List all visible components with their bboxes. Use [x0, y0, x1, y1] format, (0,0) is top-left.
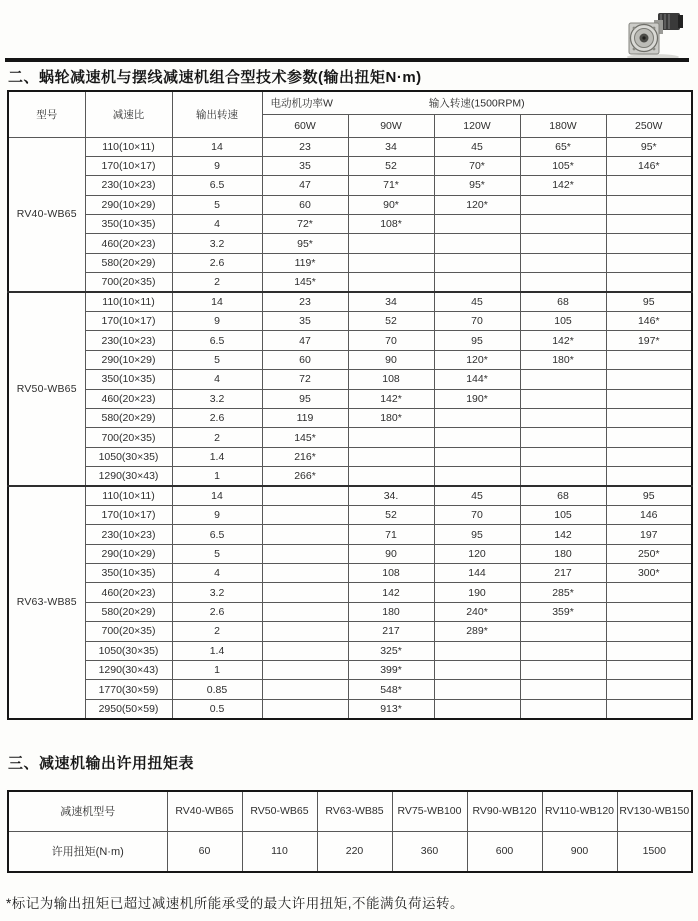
torque-value-cell — [434, 408, 520, 427]
spec-row — [8, 428, 692, 447]
torque-value-cell: 145* — [262, 428, 348, 447]
torque-value-cell: 289* — [434, 622, 520, 641]
model-cell: RV50-WB65 — [8, 292, 85, 486]
torque-value-cell — [520, 641, 606, 660]
top-divider — [5, 58, 689, 62]
col-header-output-speed: 输出转速 — [172, 91, 262, 137]
spec-row — [8, 680, 692, 699]
torque-value-cell — [262, 622, 348, 641]
torque-value-cell — [262, 544, 348, 563]
output-speed-cell: 3.2 — [172, 234, 262, 253]
output-speed-cell: 5 — [172, 544, 262, 563]
torque-value-cell: 70 — [434, 505, 520, 524]
spec-row — [8, 215, 692, 234]
torque-value-cell — [606, 467, 692, 486]
torque-value-cell: 120* — [434, 350, 520, 369]
torque-value-cell: 180 — [520, 544, 606, 563]
ratio-cell: 350(10×35) — [85, 564, 172, 583]
torque-value-cell — [520, 661, 606, 680]
spec-row — [8, 370, 692, 389]
output-speed-cell: 2.6 — [172, 408, 262, 427]
torque-model-cell: RV50-WB65 — [242, 791, 317, 831]
torque-value-cell — [520, 408, 606, 427]
torque-value-cell: 71* — [348, 176, 434, 195]
torque-value-cell — [434, 428, 520, 447]
torque-value-cell: 65* — [520, 137, 606, 156]
torque-value-cell — [606, 583, 692, 602]
torque-value-cell: 95 — [262, 389, 348, 408]
torque-value-cell: 72 — [262, 370, 348, 389]
torque-value-cell: 23 — [262, 137, 348, 156]
torque-value-cell — [434, 467, 520, 486]
ratio-cell: 290(10×29) — [85, 544, 172, 563]
torque-value-cell — [434, 680, 520, 699]
ratio-cell: 2950(50×59) — [85, 699, 172, 718]
torque-value-cell — [262, 525, 348, 544]
torque-value-cell: 68 — [520, 486, 606, 505]
torque-value-cell — [606, 195, 692, 214]
torque-value-cell — [520, 467, 606, 486]
spec-row — [8, 292, 692, 311]
torque-value-cell: 70 — [348, 331, 434, 350]
torque-value-cell — [606, 602, 692, 621]
torque-value-cell: 180* — [520, 350, 606, 369]
spec-row — [8, 544, 692, 563]
torque-value-cell: 190* — [434, 389, 520, 408]
torque-value-cell — [606, 699, 692, 718]
ratio-cell: 1770(30×59) — [85, 680, 172, 699]
torque-value-cell — [606, 680, 692, 699]
col-header-60w: 60W — [262, 114, 348, 137]
ratio-cell: 110(10×11) — [85, 486, 172, 505]
torque-value-cell — [348, 253, 434, 272]
torque-value-cell — [520, 273, 606, 292]
torque-value-cell — [520, 370, 606, 389]
torque-value-cell — [262, 602, 348, 621]
ratio-cell: 290(10×29) — [85, 350, 172, 369]
output-speed-cell: 2 — [172, 622, 262, 641]
torque-value-cell: 190 — [434, 583, 520, 602]
spec-row — [8, 234, 692, 253]
torque-value-cell — [348, 234, 434, 253]
torque-value-cell — [262, 680, 348, 699]
col-header-180w: 180W — [520, 114, 606, 137]
torque-value-cell: 60 — [262, 195, 348, 214]
output-speed-cell: 4 — [172, 370, 262, 389]
torque-value-cell: 95 — [434, 331, 520, 350]
output-speed-cell: 1.4 — [172, 641, 262, 660]
torque-value-cell: 23 — [262, 292, 348, 311]
ratio-cell: 110(10×11) — [85, 137, 172, 156]
torque-value-cell: 45 — [434, 486, 520, 505]
torque-value-cell — [348, 447, 434, 466]
torque-model-cell: RV90-WB120 — [467, 791, 542, 831]
torque-value-cell — [262, 583, 348, 602]
ratio-cell: 230(10×23) — [85, 176, 172, 195]
torque-value-cell — [434, 447, 520, 466]
torque-value-cell — [434, 661, 520, 680]
ratio-cell: 1290(30×43) — [85, 467, 172, 486]
output-speed-cell: 4 — [172, 215, 262, 234]
output-speed-cell: 2 — [172, 428, 262, 447]
torque-value-cell: 197 — [606, 525, 692, 544]
spec-row — [8, 505, 692, 524]
allowable-torque-cell: 110 — [242, 831, 317, 872]
ratio-cell: 580(20×29) — [85, 602, 172, 621]
torque-value-cell — [520, 680, 606, 699]
torque-model-cell: RV63-WB85 — [317, 791, 392, 831]
torque-value-cell: 217 — [348, 622, 434, 641]
torque-value-cell — [520, 234, 606, 253]
torque-model-cell: RV130-WB150 — [617, 791, 692, 831]
torque-value-cell — [606, 622, 692, 641]
torque-value-cell — [434, 234, 520, 253]
spec-row — [8, 312, 692, 331]
spec-row — [8, 661, 692, 680]
output-speed-cell: 3.2 — [172, 389, 262, 408]
ratio-cell: 290(10×29) — [85, 195, 172, 214]
gearmotor-photo — [620, 10, 686, 60]
torque-value-cell — [606, 370, 692, 389]
torque-value-cell: 359* — [520, 602, 606, 621]
output-speed-cell: 9 — [172, 505, 262, 524]
ratio-cell: 1050(30×35) — [85, 641, 172, 660]
torque-value-cell — [434, 699, 520, 718]
output-speed-cell: 0.5 — [172, 699, 262, 718]
torque-value-cell: 95* — [262, 234, 348, 253]
torque-value-cell: 146* — [606, 312, 692, 331]
col-header-120w: 120W — [434, 114, 520, 137]
torque-header-row — [8, 791, 692, 831]
torque-value-cell: 35 — [262, 156, 348, 175]
spec-row — [8, 622, 692, 641]
spec-row — [8, 253, 692, 272]
col-header-90w: 90W — [348, 114, 434, 137]
spec-row — [8, 602, 692, 621]
torque-value-cell: 144 — [434, 564, 520, 583]
output-speed-cell: 14 — [172, 486, 262, 505]
torque-value-cell: 95* — [606, 137, 692, 156]
torque-value-cell: 142* — [348, 389, 434, 408]
spec-row — [8, 564, 692, 583]
output-speed-cell: 5 — [172, 350, 262, 369]
ratio-cell: 1290(30×43) — [85, 661, 172, 680]
ratio-cell: 230(10×23) — [85, 331, 172, 350]
torque-value-cell: 108 — [348, 564, 434, 583]
gearmotor-illustration — [620, 10, 686, 60]
torque-value-cell: 90* — [348, 195, 434, 214]
torque-value-cell: 197* — [606, 331, 692, 350]
torque-value-cell: 142 — [520, 525, 606, 544]
torque-value-cell: 108 — [348, 370, 434, 389]
ratio-cell: 1050(30×35) — [85, 447, 172, 466]
torque-value-cell: 285* — [520, 583, 606, 602]
torque-value-cell — [520, 253, 606, 272]
allowable-torque-cell: 220 — [317, 831, 392, 872]
col-header-model: 型号 — [8, 91, 85, 137]
torque-row-label: 许用扭矩(N·m) — [8, 831, 167, 872]
torque-value-cell — [606, 350, 692, 369]
torque-value-cell: 216* — [262, 447, 348, 466]
section3-title: 三、减速机输出许用扭矩表 — [8, 755, 195, 772]
ratio-cell: 170(10×17) — [85, 312, 172, 331]
torque-value-cell: 180 — [348, 602, 434, 621]
torque-value-cell: 70* — [434, 156, 520, 175]
torque-value-cell: 105 — [520, 312, 606, 331]
ratio-cell: 460(20×23) — [85, 389, 172, 408]
torque-value-cell — [262, 641, 348, 660]
torque-value-cell — [520, 447, 606, 466]
torque-value-cell: 95 — [606, 486, 692, 505]
output-speed-cell: 9 — [172, 312, 262, 331]
ratio-cell: 580(20×29) — [85, 253, 172, 272]
torque-value-cell: 146* — [606, 156, 692, 175]
torque-value-cell: 45 — [434, 137, 520, 156]
torque-value-cell: 52 — [348, 312, 434, 331]
torque-value-cell — [262, 486, 348, 505]
torque-value-cell: 45 — [434, 292, 520, 311]
torque-value-cell: 144* — [434, 370, 520, 389]
torque-value-cell — [606, 408, 692, 427]
torque-value-cell — [348, 467, 434, 486]
spec-row — [8, 641, 692, 660]
torque-value-cell: 325* — [348, 641, 434, 660]
ratio-cell: 110(10×11) — [85, 292, 172, 311]
torque-value-cell: 34. — [348, 486, 434, 505]
ratio-cell: 580(20×29) — [85, 408, 172, 427]
output-speed-cell: 2.6 — [172, 253, 262, 272]
torque-value-cell: 913* — [348, 699, 434, 718]
ratio-cell: 170(10×17) — [85, 156, 172, 175]
spec-row — [8, 699, 692, 718]
torque-value-cell: 142* — [520, 331, 606, 350]
ratio-cell: 700(20×35) — [85, 622, 172, 641]
torque-model-cell: RV40-WB65 — [167, 791, 242, 831]
torque-value-cell: 142 — [348, 583, 434, 602]
spec-row — [8, 195, 692, 214]
torque-value-cell — [520, 699, 606, 718]
torque-value-cell: 90 — [348, 544, 434, 563]
torque-value-cell: 250* — [606, 544, 692, 563]
torque-value-cell — [434, 641, 520, 660]
ratio-cell: 460(20×23) — [85, 234, 172, 253]
torque-value-cell: 266* — [262, 467, 348, 486]
torque-value-cell: 146 — [606, 505, 692, 524]
allowable-torque-table — [7, 790, 693, 873]
torque-value-cell — [434, 273, 520, 292]
allowable-torque-cell: 600 — [467, 831, 542, 872]
torque-value-cell — [606, 641, 692, 660]
torque-value-cell — [606, 215, 692, 234]
torque-value-cell — [606, 234, 692, 253]
spec-row — [8, 447, 692, 466]
output-speed-cell: 14 — [172, 137, 262, 156]
torque-value-cell: 119* — [262, 253, 348, 272]
torque-model-cell: RV110-WB120 — [542, 791, 617, 831]
ratio-cell: 700(20×35) — [85, 273, 172, 292]
torque-value-cell: 217 — [520, 564, 606, 583]
torque-value-cell: 399* — [348, 661, 434, 680]
torque-value-cell: 52 — [348, 156, 434, 175]
output-speed-cell: 5 — [172, 195, 262, 214]
spec-row — [8, 408, 692, 427]
footnote: *标记为输出扭矩已超过减速机所能承受的最大许用扭矩,不能满负荷运转。 — [6, 896, 465, 911]
torque-value-cell: 68 — [520, 292, 606, 311]
torque-value-cell: 60 — [262, 350, 348, 369]
output-speed-cell: 2.6 — [172, 602, 262, 621]
torque-value-cell: 70 — [434, 312, 520, 331]
torque-value-cell: 145* — [262, 273, 348, 292]
torque-value-cell — [520, 195, 606, 214]
spec-row — [8, 486, 692, 505]
torque-value-cell: 108* — [348, 215, 434, 234]
output-speed-cell: 2 — [172, 273, 262, 292]
torque-value-cell: 34 — [348, 292, 434, 311]
ratio-cell: 230(10×23) — [85, 525, 172, 544]
col-header-power-span — [262, 91, 692, 114]
spec-row — [8, 350, 692, 369]
ratio-cell: 350(10×35) — [85, 370, 172, 389]
ratio-cell: 350(10×35) — [85, 215, 172, 234]
output-speed-cell: 4 — [172, 564, 262, 583]
torque-value-cell: 142* — [520, 176, 606, 195]
torque-value-cell: 34 — [348, 137, 434, 156]
torque-value-cell — [520, 215, 606, 234]
torque-value-cell: 71 — [348, 525, 434, 544]
torque-value-cell — [348, 428, 434, 447]
section2-title: 二、蜗轮减速机与摆线减速机组合型技术参数(输出扭矩N·m) — [8, 69, 422, 86]
output-speed-cell: 6.5 — [172, 331, 262, 350]
output-speed-cell: 6.5 — [172, 176, 262, 195]
torque-value-cell: 300* — [606, 564, 692, 583]
torque-value-cell: 72* — [262, 215, 348, 234]
torque-value-row — [8, 831, 692, 872]
torque-value-cell: 90 — [348, 350, 434, 369]
spec-row — [8, 389, 692, 408]
torque-value-cell: 95 — [434, 525, 520, 544]
spec-row — [8, 583, 692, 602]
torque-value-cell — [606, 661, 692, 680]
spec-row — [8, 156, 692, 175]
torque-value-cell — [520, 622, 606, 641]
col-header-250w: 250W — [606, 114, 692, 137]
torque-value-cell — [606, 176, 692, 195]
output-speed-cell: 1.4 — [172, 447, 262, 466]
torque-value-cell — [606, 273, 692, 292]
torque-value-cell: 119 — [262, 408, 348, 427]
torque-value-cell: 180* — [348, 408, 434, 427]
torque-value-cell — [348, 273, 434, 292]
output-speed-cell: 1 — [172, 661, 262, 680]
output-speed-cell: 9 — [172, 156, 262, 175]
torque-value-cell — [520, 428, 606, 447]
torque-value-cell — [262, 699, 348, 718]
torque-value-cell — [434, 253, 520, 272]
model-cell: RV63-WB85 — [8, 486, 85, 719]
spec-row — [8, 525, 692, 544]
output-speed-cell: 3.2 — [172, 583, 262, 602]
torque-value-cell — [434, 215, 520, 234]
torque-header-label: 减速机型号 — [8, 791, 167, 831]
spec-row — [8, 176, 692, 195]
output-speed-cell: 1 — [172, 467, 262, 486]
torque-value-cell: 105 — [520, 505, 606, 524]
torque-value-cell: 47 — [262, 176, 348, 195]
torque-value-cell: 95* — [434, 176, 520, 195]
torque-value-cell: 120* — [434, 195, 520, 214]
allowable-torque-cell: 60 — [167, 831, 242, 872]
output-speed-cell: 6.5 — [172, 525, 262, 544]
allowable-torque-cell: 360 — [392, 831, 467, 872]
torque-value-cell: 105* — [520, 156, 606, 175]
model-cell: RV40-WB65 — [8, 137, 85, 292]
torque-value-cell: 95 — [606, 292, 692, 311]
torque-value-cell: 35 — [262, 312, 348, 331]
ratio-cell: 170(10×17) — [85, 505, 172, 524]
ratio-cell: 700(20×35) — [85, 428, 172, 447]
col-header-ratio: 减速比 — [85, 91, 172, 137]
torque-value-cell — [606, 389, 692, 408]
torque-value-cell — [262, 564, 348, 583]
torque-value-cell: 52 — [348, 505, 434, 524]
torque-value-cell — [520, 389, 606, 408]
combined-parameters-table — [7, 90, 693, 720]
allowable-torque-cell: 900 — [542, 831, 617, 872]
input-speed-label: 输入转速(1500RPM) — [428, 97, 525, 110]
spec-row — [8, 273, 692, 292]
torque-model-cell: RV75-WB100 — [392, 791, 467, 831]
output-speed-cell: 14 — [172, 292, 262, 311]
spec-row — [8, 331, 692, 350]
output-speed-cell: 0.85 — [172, 680, 262, 699]
ratio-cell: 460(20×23) — [85, 583, 172, 602]
allowable-torque-cell: 1500 — [617, 831, 692, 872]
torque-value-cell: 47 — [262, 331, 348, 350]
torque-value-cell: 240* — [434, 602, 520, 621]
torque-value-cell — [606, 253, 692, 272]
spec-row — [8, 137, 692, 156]
spec-row — [8, 467, 692, 486]
torque-value-cell: 120 — [434, 544, 520, 563]
torque-value-cell — [262, 661, 348, 680]
torque-value-cell — [262, 505, 348, 524]
torque-value-cell: 548* — [348, 680, 434, 699]
torque-value-cell — [606, 428, 692, 447]
motor-power-label: 电动机功率W — [270, 97, 333, 110]
torque-value-cell — [606, 447, 692, 466]
